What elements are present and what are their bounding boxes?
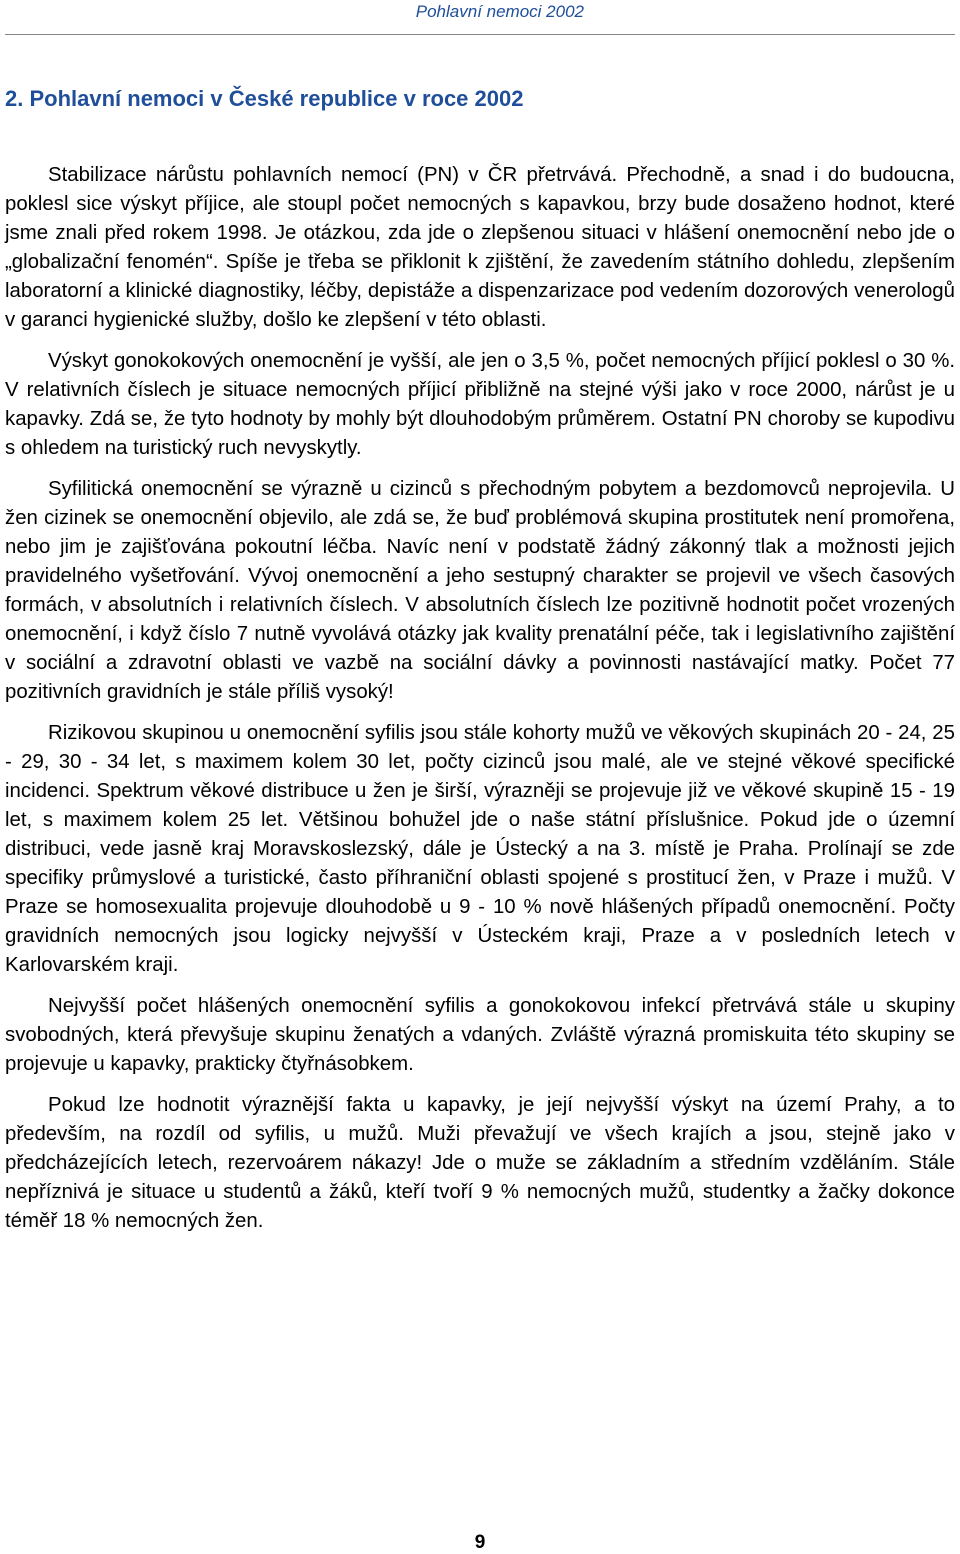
paragraph: Rizikovou skupinou u onemocnění syfilis jsou stále kohorty mužů ve věkových skupinách 20 - 24, 25 - 29, 30 - 34 let, s maximem kolem 30 let, počty cizinců jsou malé, ale ve stejné věkové specifické incidenci. Spektrum věkové distribuce u žen je širší, výrazněji se projevuje již ve věkové skupině 15 - 19 let, s maximem kolem 25 let. Většinou bohužel jde o naše státní příslušnice. Pokud jde o územní distribuci, vede jasně kraj Moravskoslezský, dále je Ústecký a na 3. místě je Praha. Prolínají se zde specifiky průmyslové a turistické, často příhraniční oblasti spojené s prostitucí žen, v Praze i mužů. V Praze se homosexualita projevuje dlouhodobě u 9 - 10 % nově hlášených případů onemocnění. Počty gravidních nemocných jsou logicky nejvyšší v Ústeckém kraji, Praze a v posledních letech v Karlovarském kraji. <box>5 722 955 976</box>
header-divider <box>5 34 955 35</box>
page-number: 9 <box>474 1532 486 1553</box>
paragraph: Nejvyšší počet hlášených onemocnění syfilis a gonokokovou infekcí přetrvává stále u skupiny svobodných, která převyšuje skupinu ženatých a vdaných. Zvláště výrazná promiskuita této skupiny se projevuje u kapavky, prakticky čtyřnásobkem. <box>5 995 955 1075</box>
paragraph: Syfilitická onemocnění se výrazně u cizinců s přechodným pobytem a bezdomovců neprojevila. U žen cizinek se onemocnění objevilo, ale zdá se, že buď problémová skupina prostitutek není promořena, nebo jim je zajišťována pokoutní léčba. Navíc není v podstatě žádný zákonný tlak a možnosti jejich pravidelného vyšetřování. Vývoj onemocnění a jeho sestupný charakter se projevil ve všech časových formách, v absolutních i relativních číslech. V absolutních číslech lze pozitivně hodnotit počet vrozených onemocnění, i když číslo 7 nutně vyvolává otázky jak kvality prenatální péče, tak i legislativního zajištění v sociální a zdravotní oblasti ve vazbě na sociální dávky a povinnosti nastávající matky. Počet 77 pozitivních gravidních je stále příliš vysoký! <box>5 478 955 703</box>
running-header: Pohlavní nemoci 2002 <box>415 2 584 21</box>
chapter-title: 2. Pohlavní nemoci v České republice v roce 2002 <box>5 86 524 111</box>
paragraph: Pokud lze hodnotit výraznější fakta u kapavky, je její nejvyšší výskyt na území Prahy, a to především, na rozdíl od syfilis, u mužů. Muži převažují ve všech krajích a jsou, stejně jako v předcházejících letech, rezervoárem nákazy! Jde o muže se základním a středním vzděláním. Stále nepříznivá je situace u studentů a žáků, kteří tvoří 9 % nemocných mužů, studentky a žačky dokonce téměř 18 % nemocných žen. <box>5 1094 955 1232</box>
paragraph: Stabilizace nárůstu pohlavních nemocí (PN) v ČR přetrvává. Přechodně, a snad i do budoucna, poklesl sice výskyt příjice, ale stoupl počet nemocných s kapavkou, brzy bude dosaženo hodnot, které jsme znali před rokem 1998. Je otázkou, zda jde o zlepšenou situaci v hlášení onemocnění nebo jde o „globalizační fenomén“. Spíše je třeba se přiklonit k zjištění, že zavedením státního dohledu, zlepšením laboratorní a klinické diagnostiky, léčby, depistáže a dispenzarizace pod vedením dozorových venerologů v garanci hygienické služby, došlo ke zlepšení v této oblasti. <box>5 164 955 331</box>
body-text <box>5 161 955 1248</box>
paragraph: Výskyt gonokokových onemocnění je vyšší, ale jen o 3,5 %, počet nemocných příjicí poklesl o 30 %. V relativních číslech je situace nemocných příjicí přibližně na stejné výši jako v roce 2000, nárůst je u kapavky. Zdá se, že tyto hodnoty by mohly být dlouhodobým průměrem. Ostatní PN choroby se kupodivu s ohledem na turistický ruch nevyskytly. <box>5 350 955 459</box>
